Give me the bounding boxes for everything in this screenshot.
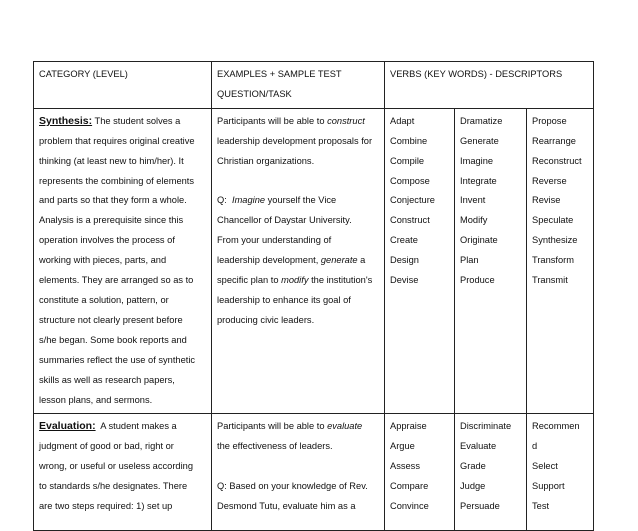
taxonomy-table [33,61,594,531]
evaluation-verbs-col-b [455,414,527,531]
table-header-row [34,62,594,109]
evaluation-desc-line: wrong, or useful or useless according [39,461,193,472]
synthesis-desc-line: lesson plans, and sermons. [39,394,153,405]
verb: Invent [460,195,486,206]
synthesis-desc-line: problem that requires original creative [39,135,195,146]
evaluation-category: Evaluation: [39,420,96,433]
evaluation-description-cell [34,414,212,531]
synthesis-desc-line: s/he began. Some book reports and [39,334,187,345]
synthesis-desc-line: elements. They are arranged so as to [39,275,194,286]
synthesis-example-line: leadership development proposals for [217,135,373,146]
verb: Rearrange [532,135,576,146]
synthesis-desc-line: structure not clearly present before [39,314,183,325]
synthesis-desc-line: working with pieces, parts, and [39,255,167,266]
header-examples-line1: EXAMPLES + SAMPLE TEST [217,69,342,79]
example-text: Participants will be able to [217,115,328,126]
evaluation-example-line: the effectiveness of leaders. [217,441,333,452]
example-text: leadership development, [217,255,321,266]
evaluation-example-line: Q: Based on your knowledge of Rev. [217,481,368,492]
verb: d [532,441,538,452]
evaluation-example-line: Desmond Tutu, evaluate him as a [217,501,356,512]
verb: Devise [390,275,419,286]
verb: Persuade [460,501,500,512]
synthesis-example-line: leadership to enhance its goal of [217,294,351,305]
header-verbs: VERBS (KEY WORDS) - DESCRIPTORS [390,69,563,79]
verb: Reconstruct [532,155,582,166]
verb: Combine [390,135,428,146]
verb: Modify [460,215,488,226]
verb: Generate [460,135,499,146]
verb: Propose [532,115,567,126]
synthesis-example-cell [212,108,385,414]
synthesis-desc-line: and parts so that they form a whole. [39,195,187,206]
verb: Integrate [460,175,497,186]
example-text: Q: [217,195,232,206]
example-text: the institution's [308,275,373,286]
header-verbs-cell [385,62,594,109]
verb: Design [390,255,419,266]
synthesis-example-line: producing civic leaders. [217,314,315,325]
example-emphasis: generate [320,255,358,266]
example-emphasis: Imagine [231,195,266,206]
evaluation-desc-line: to standards s/he designates. There [39,481,188,492]
evaluation-verbs-col-c [527,414,594,531]
verb: Synthesize [532,235,578,246]
verb: Reverse [532,175,567,186]
verb: Construct [390,215,430,226]
synthesis-example-line: From your understanding of [217,235,332,246]
evaluation-desc-line: judgment of good or bad, right or [39,441,174,452]
verb: Grade [460,461,486,472]
header-category-cell [34,62,212,109]
verb: Select [532,461,558,472]
header-examples-cell [212,62,385,109]
verb: Discriminate [460,421,512,432]
verb: Test [532,501,550,512]
synthesis-desc-line: skills as well as research papers, [39,374,175,385]
verb: Adapt [390,115,415,126]
verb: Assess [390,461,420,472]
verb: Revise [532,195,561,206]
synthesis-verbs-col-b [455,108,527,414]
verb: Compose [390,175,430,186]
verb: Support [532,481,565,492]
example-emphasis: evaluate [327,421,363,432]
example-text: yourself the Vice [265,195,337,206]
verb: Argue [390,441,415,452]
header-category: CATEGORY (LEVEL) [39,69,128,79]
verb: Originate [460,235,498,246]
evaluation-first-line [39,417,206,437]
evaluation-desc-line: are two steps required: 1) set up [39,501,173,512]
synthesis-example-line: Chancellor of Daystar University. [217,215,352,226]
verb: Compile [390,155,425,166]
verb: Evaluate [460,441,497,452]
verb: Produce [460,275,495,286]
example-text: specific plan to [217,275,282,286]
verb: Transmit [532,275,568,286]
evaluation-example-cell [212,414,385,531]
synthesis-desc-line: thinking (at least new to him/her). It [39,155,184,166]
synthesis-example-line [217,112,379,132]
verb: Recommen [532,421,580,432]
synthesis-example-line [217,271,379,291]
verb: Plan [460,255,479,266]
evaluation-verbs-col-a [385,414,455,531]
verb: Conjecture [390,195,435,206]
synthesis-desc-line: Analysis is a prerequisite since this [39,215,184,226]
example-emphasis: construct [327,115,365,126]
synthesis-category: Synthesis: [39,114,93,127]
example-text: Participants will be able to [217,421,328,432]
synthesis-example-line: Christian organizations. [217,155,315,166]
evaluation-first-text: A student makes a [95,421,177,432]
paragraph-gap [217,172,379,192]
verb: Imagine [460,155,494,166]
table-row-evaluation [34,414,594,531]
synthesis-desc-line: represents the combining of elements [39,175,195,186]
verb: Appraise [390,421,427,432]
synthesis-first-line [39,112,206,132]
verb: Create [390,235,418,246]
table-row-synthesis [34,108,594,414]
verb: Convince [390,501,429,512]
verb: Transform [532,255,575,266]
synthesis-desc-line: summaries reflect the use of synthetic [39,354,196,365]
example-emphasis: modify [281,275,309,286]
synthesis-example-line [217,191,379,211]
synthesis-verbs-col-c [527,108,594,414]
synthesis-description-cell [34,108,212,414]
verb: Compare [390,481,429,492]
evaluation-example-line [217,417,379,437]
verb: Judge [460,481,486,492]
paragraph-gap [217,457,379,477]
synthesis-desc-line: constitute a solution, pattern, or [39,294,169,305]
synthesis-desc-line: operation involves the process of [39,235,175,246]
header-examples-line2: QUESTION/TASK [217,88,292,99]
verb: Dramatize [460,115,503,126]
synthesis-verbs-col-a [385,108,455,414]
example-text: a [357,255,366,266]
synthesis-first-text: The student solves a [92,115,181,126]
synthesis-example-line [217,251,379,271]
verb: Speculate [532,215,574,226]
